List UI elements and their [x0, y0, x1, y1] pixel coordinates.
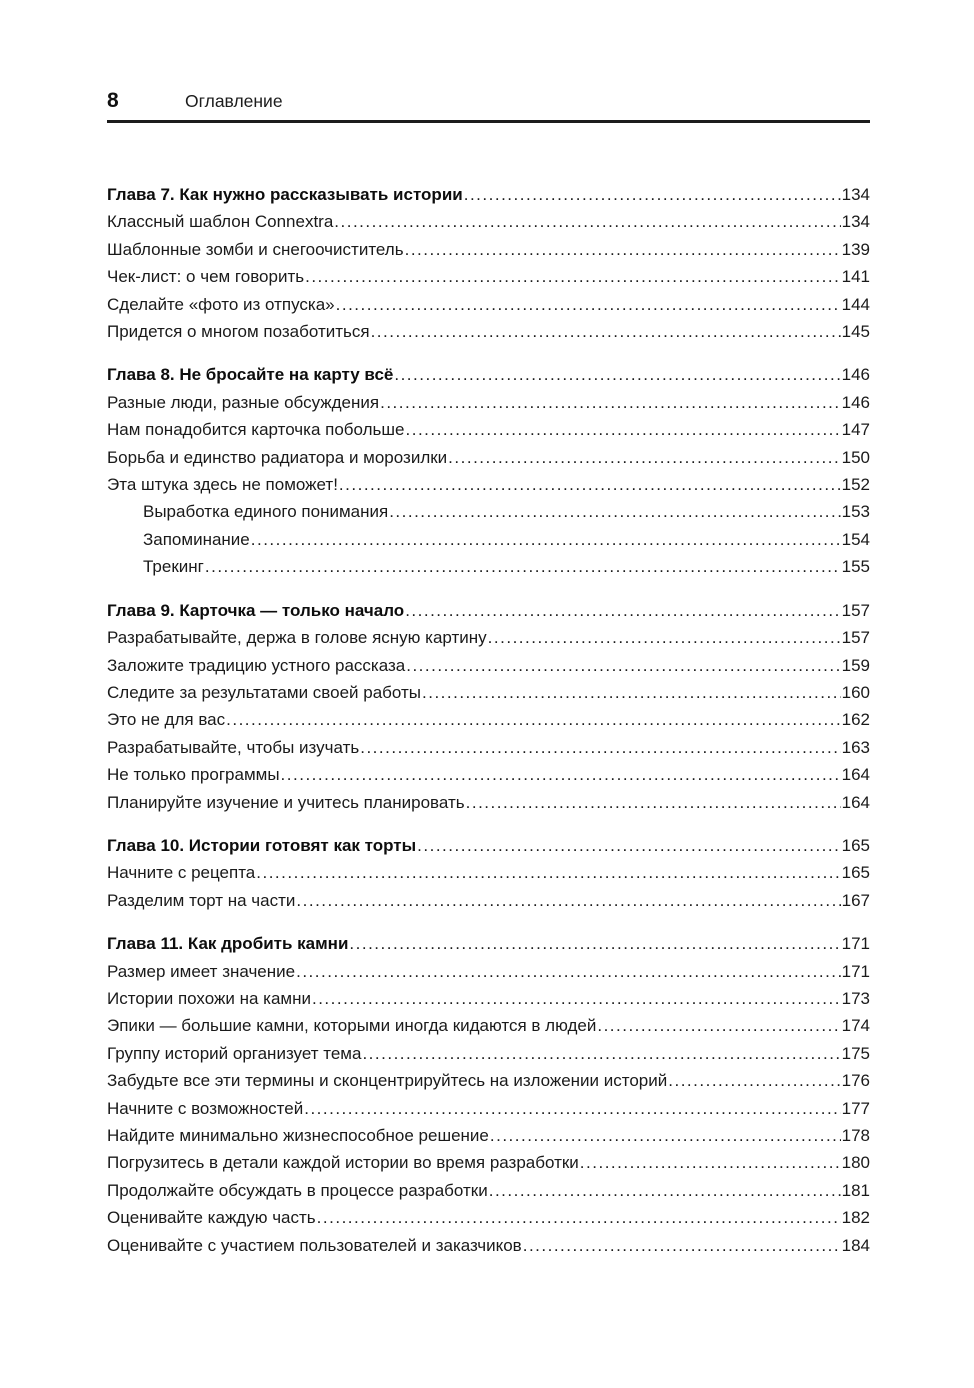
toc-entry-row: [107, 1149, 870, 1176]
dot-leader: [406, 652, 840, 679]
toc-entry-page-number: 164: [841, 765, 870, 785]
toc-entry-label: Планируйте изучение и учитесь планировать: [107, 792, 465, 812]
dot-leader: [305, 263, 841, 290]
toc-entry-row: [107, 679, 870, 706]
dot-leader: [371, 318, 841, 345]
toc-entry-page-number: 134: [841, 212, 870, 232]
toc-entry-page-number: 155: [841, 557, 870, 577]
toc-entry-label: Следите за результатами своей работы: [107, 682, 421, 702]
toc-entry-page-number: 160: [841, 682, 870, 702]
toc-entry-row: [107, 263, 870, 290]
dot-leader: [256, 859, 840, 886]
toc-chapter-label: Глава 7. Как нужно рассказывать истории: [107, 185, 463, 204]
toc-entry-label: Группу историй организует тема: [107, 1043, 362, 1063]
toc-entry-label: Найдите минимально жизнеспособное решение: [107, 1126, 489, 1145]
toc-entry-row: [107, 1040, 870, 1067]
toc-entry-page-number: 150: [841, 447, 870, 467]
toc-chapter-page-number: 157: [841, 600, 870, 620]
toc-entry-page-number: 184: [841, 1235, 870, 1255]
toc-chapter-page-number: 146: [841, 365, 870, 385]
dot-leader: [394, 361, 840, 388]
toc-entry-label: Эпики — большие камни, которыми иногда кидаются в людей: [107, 1016, 597, 1036]
toc-entry-page-number: 180: [841, 1153, 870, 1173]
toc-entry-row: [107, 318, 870, 345]
toc-entry-label: Размер имеет значение: [107, 961, 296, 981]
toc-entry-label: Нам понадобится карточка побольше: [107, 420, 405, 440]
dot-leader: [317, 1204, 841, 1231]
toc-entry-label: Забудьте все эти термины и сконцентрируйтесь на изложении историй: [107, 1071, 668, 1091]
toc-entry-page-number: 175: [841, 1043, 870, 1063]
dot-leader: [422, 679, 841, 706]
toc-entry-page-number: 181: [841, 1180, 870, 1200]
folio-page-number: 8: [107, 89, 119, 112]
toc-entry-page-number: 147: [841, 420, 870, 440]
toc-entry-row: [107, 236, 870, 263]
dot-leader: [489, 1177, 841, 1204]
toc-chapter-row: [107, 930, 870, 957]
toc-entry-row: [107, 553, 870, 580]
toc-entry-row: [107, 1095, 870, 1122]
toc-chapter-page-number: 171: [841, 934, 870, 954]
toc-entry-page-number: 165: [841, 863, 870, 883]
dot-leader: [597, 1012, 840, 1039]
toc-entry-page-number: 153: [841, 502, 870, 522]
toc-entry-page-number: 139: [841, 239, 870, 259]
toc-entry-page-number: 144: [841, 294, 870, 314]
toc-entry-row: [107, 859, 870, 886]
toc-entry-label: Чек-лист: о чем говорить: [107, 267, 305, 287]
toc-entry-page-number: 145: [841, 322, 870, 342]
toc-entry-page-number: 167: [841, 890, 870, 910]
toc-chapter-page-number: 165: [841, 835, 870, 855]
toc-entry-page-number: 173: [841, 988, 870, 1008]
dot-leader: [448, 444, 840, 471]
toc-entry-row: [107, 958, 870, 985]
toc-entry-label: Продолжайте обсуждать в процессе разработки: [107, 1180, 488, 1200]
toc-entry-row: [107, 444, 870, 471]
toc-chapter-label: Глава 11. Как дробить камни: [107, 934, 349, 954]
toc-entry-label: Начните с возможностей: [107, 1098, 304, 1118]
dot-leader: [490, 1122, 841, 1149]
dot-leader: [226, 706, 841, 733]
toc-section: [107, 930, 870, 1259]
toc-entry-label: Борьба и единство радиатора и морозилки: [107, 447, 448, 467]
toc-entry-row: [107, 1204, 870, 1231]
toc-entry-page-number: 157: [841, 628, 870, 648]
dot-leader: [580, 1149, 841, 1176]
dot-leader: [389, 498, 840, 525]
dot-leader: [312, 985, 841, 1012]
toc-chapter-page-number: 134: [841, 185, 870, 204]
toc-entry-row: [107, 291, 870, 318]
toc-entry-label: Запоминание: [143, 529, 250, 549]
toc-entry-page-number: 152: [841, 475, 870, 495]
dot-leader: [339, 471, 841, 498]
toc-entry-page-number: 163: [841, 737, 870, 757]
toc-entry-label: Истории похожи на камни: [107, 988, 311, 1008]
dot-leader: [296, 958, 841, 985]
toc-entry-row: [107, 389, 870, 416]
toc-entry-row: [107, 416, 870, 443]
toc-entry-label: Это не для вас: [107, 710, 226, 730]
toc-entry-label: Классный шаблон Connextra: [107, 212, 334, 232]
toc-entry-row: [107, 498, 870, 525]
toc-section: [107, 361, 870, 580]
toc-entry-row: [107, 526, 870, 553]
dot-leader: [362, 1040, 840, 1067]
dot-leader: [281, 761, 841, 788]
dot-leader: [380, 389, 841, 416]
toc-entry-row: [107, 734, 870, 761]
toc-entry-page-number: 164: [841, 792, 870, 812]
toc-entry-row: [107, 789, 870, 816]
toc-entry-page-number: 171: [841, 961, 870, 981]
dot-leader: [296, 887, 840, 914]
toc-entry-row: [107, 985, 870, 1012]
toc-section: [107, 181, 870, 345]
dot-leader: [405, 236, 841, 263]
toc-chapter-row: [107, 361, 870, 388]
toc-entry-label: Выработка единого понимания: [143, 502, 389, 522]
toc-entry-label: Разделим торт на части: [107, 890, 296, 910]
toc-entry-page-number: 141: [841, 267, 870, 287]
dot-leader: [466, 789, 841, 816]
dot-leader: [523, 1232, 841, 1259]
toc-chapter-row: [107, 181, 870, 208]
running-title: Оглавление: [185, 91, 283, 111]
toc-entry-row: [107, 761, 870, 788]
toc-chapter-row: [107, 832, 870, 859]
toc-entry-label: Разрабатывайте, чтобы изучать: [107, 737, 360, 757]
toc-entry-label: Придется о многом позаботиться: [107, 322, 370, 342]
dot-leader: [464, 181, 841, 208]
toc-entry-row: [107, 887, 870, 914]
dot-leader: [406, 416, 841, 443]
toc-entry-row: [107, 471, 870, 498]
toc-entry-row: [107, 1067, 870, 1094]
toc-entry-page-number: 176: [841, 1071, 870, 1091]
dot-leader: [349, 930, 840, 957]
toc-entry-page-number: 174: [841, 1016, 870, 1036]
toc-entry-row: [107, 1232, 870, 1259]
toc-entry-label: Разные люди, разные обсуждения: [107, 392, 380, 412]
toc-entry-row: [107, 1177, 870, 1204]
dot-leader: [360, 734, 840, 761]
toc-entry-label: Не только программы: [107, 765, 280, 785]
toc-entry-row: [107, 208, 870, 235]
toc-entry-page-number: 178: [841, 1126, 870, 1145]
toc-entry-label: Оценивайте с участием пользователей и заказчиков: [107, 1235, 522, 1255]
toc-entry-label: Начните с рецепта: [107, 863, 256, 883]
toc-entry-label: Оценивайте каждую часть: [107, 1208, 316, 1228]
toc-entry-label: Трекинг: [143, 557, 204, 577]
dot-leader: [205, 553, 841, 580]
toc-chapter-label: Глава 9. Карточка — только начало: [107, 600, 405, 620]
toc-section: [107, 832, 870, 914]
toc-chapter-label: Глава 8. Не бросайте на карту всё: [107, 365, 394, 385]
dot-leader: [251, 526, 841, 553]
page-header: [107, 0, 870, 111]
toc-entry-row: [107, 1012, 870, 1039]
toc-entry-page-number: 146: [841, 392, 870, 412]
dot-leader: [336, 291, 841, 318]
toc-entry-page-number: 177: [841, 1098, 870, 1118]
dot-leader: [304, 1095, 840, 1122]
toc-entry-page-number: 182: [841, 1208, 870, 1228]
toc-chapter-label: Глава 10. Истории готовят как торты: [107, 835, 417, 855]
toc-entry-row: [107, 652, 870, 679]
dot-leader: [417, 832, 840, 859]
toc-entry-label: Погрузитесь в детали каждой истории во время разработки: [107, 1153, 579, 1173]
toc-entry-label: Заложите традицию устного рассказа: [107, 655, 406, 675]
toc-entry-row: [107, 624, 870, 651]
dot-leader: [405, 597, 840, 624]
dot-leader: [488, 624, 841, 651]
header-rule: [107, 120, 870, 123]
toc-entry-label: Сделайте «фото из отпуска»: [107, 294, 335, 314]
toc-entry-label: Эта штука здесь не поможет!: [107, 475, 338, 495]
toc-entry-page-number: 162: [841, 710, 870, 730]
dot-leader: [668, 1067, 840, 1094]
dot-leader: [334, 208, 840, 235]
toc-section: [107, 597, 870, 816]
toc-entry-page-number: 159: [841, 655, 870, 675]
toc-entry-label: Разрабатывайте, держа в голове ясную картину: [107, 628, 487, 648]
toc-list: [107, 181, 870, 1259]
toc-entry-row: [107, 706, 870, 733]
toc-entry-row: [107, 1122, 870, 1149]
toc-entry-page-number: 154: [841, 529, 870, 549]
toc-chapter-row: [107, 597, 870, 624]
toc-entry-label: Шаблонные зомби и снегоочиститель: [107, 239, 404, 259]
